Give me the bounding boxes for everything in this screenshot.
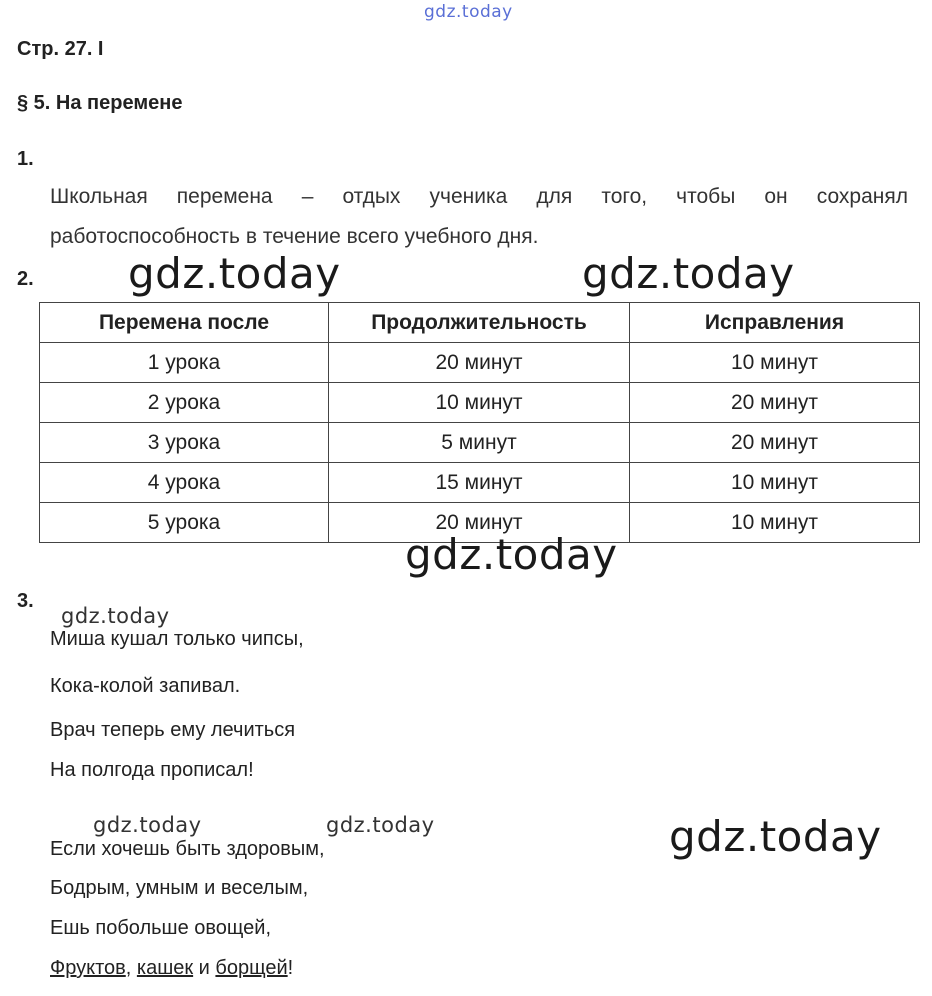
poem-line: Миша кушал только чипсы,	[50, 628, 304, 650]
table-cell: 20 минут	[630, 383, 920, 423]
table-row	[40, 343, 920, 383]
task-2-number: 2.	[17, 268, 34, 290]
table-cell: 3 урока	[40, 423, 329, 463]
page-reference: Стр. 27. I	[17, 38, 104, 60]
table-cell: 10 минут	[630, 343, 920, 383]
table-header-cell: Исправления	[630, 303, 920, 343]
table-cell: 10 минут	[329, 383, 630, 423]
poem-line: Бодрым, умным и веселым,	[50, 877, 309, 899]
table-cell: 20 минут	[329, 503, 630, 543]
table-cell: 5 урока	[40, 503, 329, 543]
separator: ,	[125, 957, 137, 979]
table-row	[40, 463, 920, 503]
underlined-word: кашек	[136, 957, 194, 979]
table-cell: 10 минут	[630, 503, 920, 543]
task-3-number: 3.	[17, 590, 34, 612]
poem-line: Если хочешь быть здоровым,	[50, 838, 325, 860]
watermark: gdz.today	[128, 249, 341, 298]
watermark: gdz.today	[61, 604, 170, 628]
task-1-answer	[50, 177, 908, 257]
table-cell: 2 урока	[40, 383, 329, 423]
watermark: gdz.today	[93, 813, 202, 837]
watermark: gdz.today	[582, 249, 795, 298]
table-cell: 10 минут	[630, 463, 920, 503]
watermark: gdz.today	[405, 530, 618, 579]
poem-line: Врач теперь ему лечиться	[50, 719, 296, 741]
underlined-word: Фруктов	[50, 957, 126, 979]
task-1-line-2: работоспособность в течение всего учебного дня.	[50, 225, 539, 248]
poem-last-line	[50, 957, 293, 980]
table-cell: 5 минут	[329, 423, 630, 463]
table-cell: 1 урока	[40, 343, 329, 383]
task-1-number: 1.	[17, 148, 34, 170]
table-cell: 4 урока	[40, 463, 329, 503]
table-row	[40, 383, 920, 423]
poem-line: Кока-колой запивал.	[50, 675, 241, 697]
watermark-top: gdz.today	[424, 2, 513, 22]
section-title: § 5. На перемене	[17, 92, 183, 114]
separator: и	[193, 957, 216, 979]
poem-line: Ешь побольше овощей,	[50, 917, 271, 939]
table-row	[40, 423, 920, 463]
breaks-table	[39, 302, 920, 543]
watermark: gdz.today	[326, 813, 435, 837]
poem-line: На полгода прописал!	[50, 759, 254, 781]
watermark: gdz.today	[669, 812, 882, 861]
task-1-line-1: Школьная перемена – отдых ученика для того, чтобы он сохранял	[50, 185, 908, 208]
table-cell: 20 минут	[329, 343, 630, 383]
table-header-row	[40, 303, 920, 343]
table-header-cell: Перемена после	[40, 303, 329, 343]
table-cell: 20 минут	[630, 423, 920, 463]
table-header-cell: Продолжительность	[329, 303, 630, 343]
table-cell: 15 минут	[329, 463, 630, 503]
underlined-word: борщей	[215, 957, 288, 979]
line-end: !	[287, 957, 294, 979]
